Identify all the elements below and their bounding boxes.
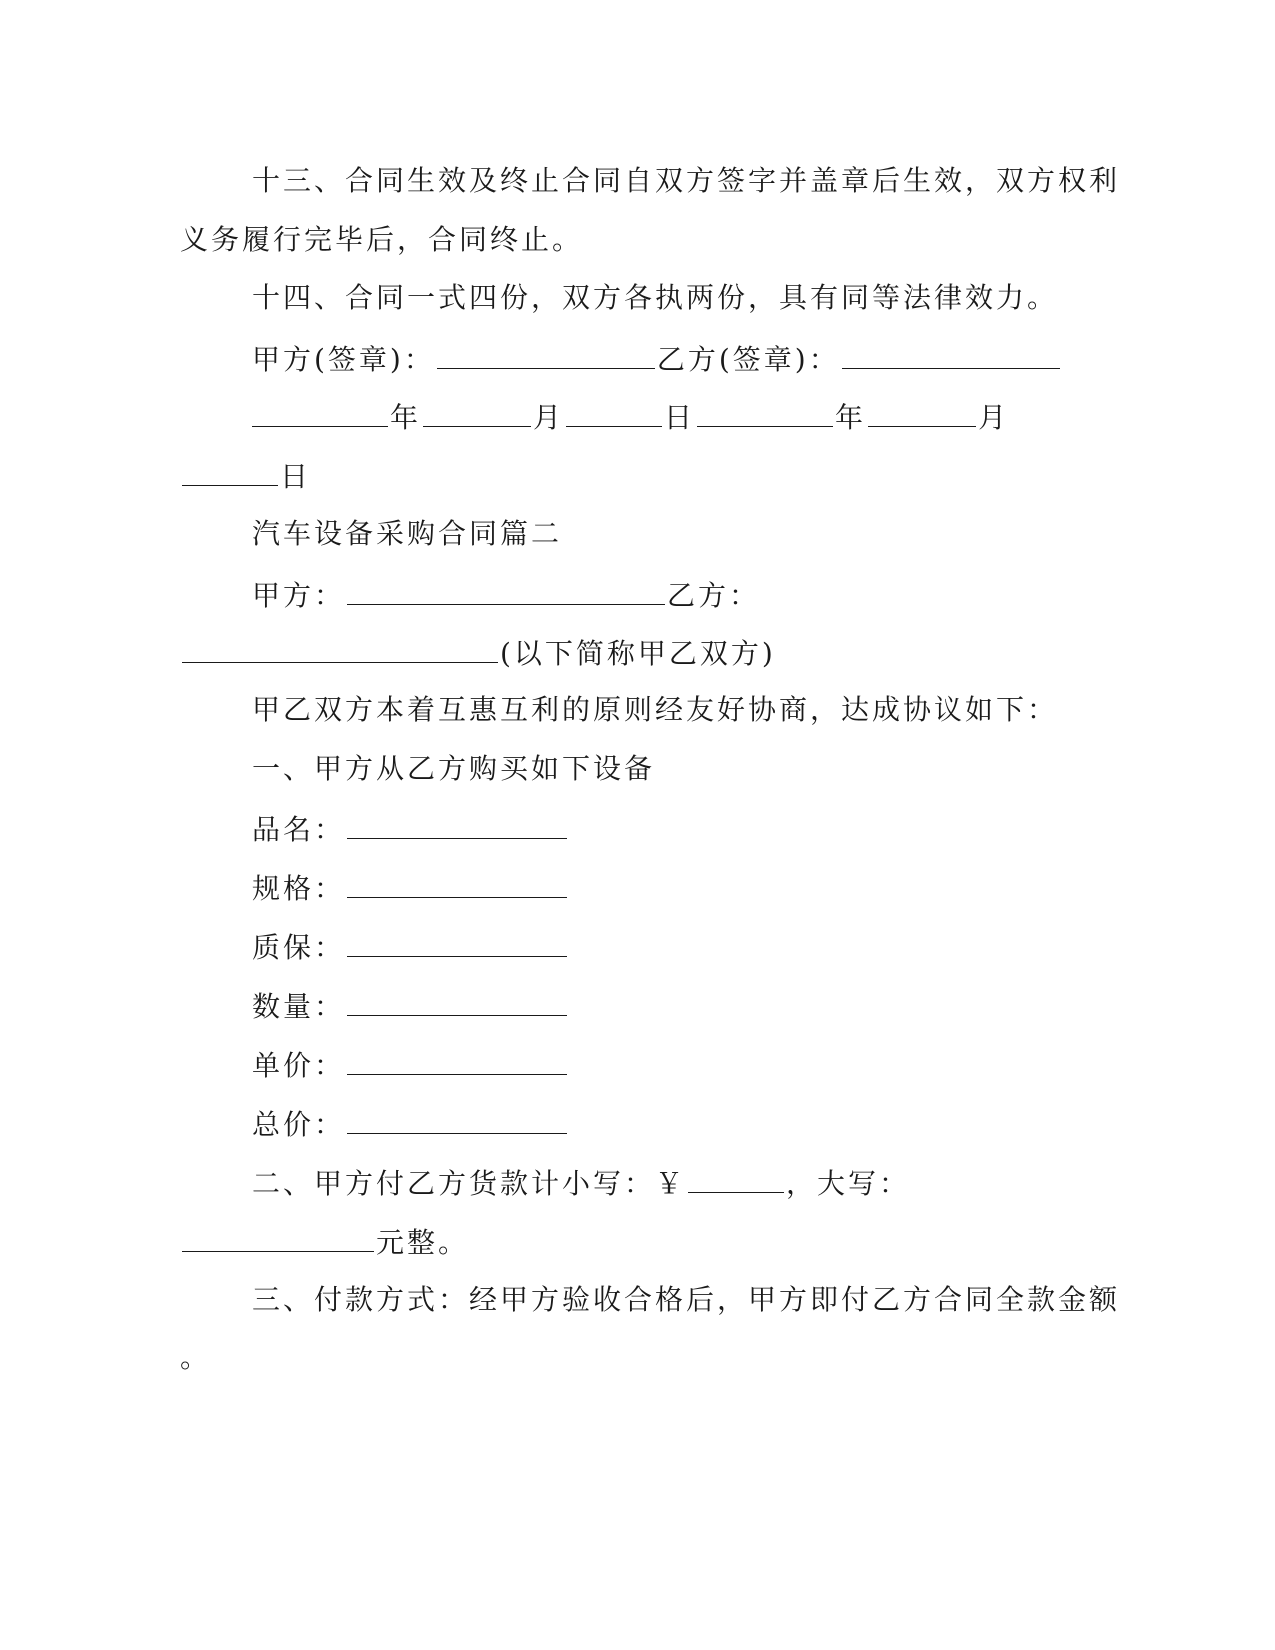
year-blank-2[interactable] [697,396,833,427]
month-label-2: 月 [978,401,1010,434]
clause-3-text-1: 三、付款方式：经甲方验收合格后，甲方即付乙方合同全款金额 [252,1283,1121,1316]
clause-3-line-2 [180,1338,211,1378]
day-blank-2[interactable] [182,455,278,486]
day-blank-1[interactable] [566,396,662,427]
agreement-intro-text: 甲乙双方本着互惠互利的原则经友好协商，达成协议如下： [252,693,1059,726]
field-warranty [252,926,569,966]
spec-label: 规格： [252,872,346,905]
warranty-label: 质保： [252,931,346,964]
product-name-label: 品名： [252,813,346,846]
amount-figure-blank[interactable] [688,1162,784,1193]
clause-2-text-2: ，大写： [786,1167,911,1200]
year-blank-1[interactable] [252,396,388,427]
clause-14-line [252,278,1058,318]
field-quantity [252,985,569,1025]
clause-2-line-1 [252,1162,910,1202]
quantity-blank[interactable] [347,985,567,1016]
field-spec [252,867,569,907]
clause-13-text-1: 十三、合同生效及终止合同自双方签字并盖章后生效，双方权利 [252,164,1121,197]
party-b-sign-label: 乙方(签章)： [656,343,840,376]
total-price-label: 总价： [252,1108,346,1141]
parties-line-2 [180,632,776,672]
product-name-blank[interactable] [347,808,567,839]
party-a-sign-blank[interactable] [437,338,655,369]
year-label-1: 年 [390,401,422,434]
field-product-name [252,808,569,848]
party-a-label: 甲方： [252,579,346,612]
amount-words-blank[interactable] [182,1221,374,1252]
clause-13-text-2: 义务履行完毕后，合同终止。 [180,223,584,256]
contract-title-text: 汽车设备采购合同篇二 [252,517,563,550]
agreement-intro [252,690,1058,730]
clause-2-text-1: 二、甲方付乙方货款计小写：￥ [252,1167,687,1200]
clause-14-text: 十四、合同一式四份，双方各执两份，具有同等法律效力。 [252,281,1059,314]
unit-price-blank[interactable] [347,1044,567,1075]
quantity-label: 数量： [252,990,346,1023]
month-blank-1[interactable] [423,396,531,427]
clause-2-text-3: 元整。 [376,1226,470,1259]
party-a-blank[interactable] [347,574,665,605]
year-label-2: 年 [835,401,867,434]
party-b-sign-blank[interactable] [842,338,1060,369]
field-total-price [252,1103,569,1143]
clause-13-line-1 [252,161,1120,201]
party-a-sign-label: 甲方(签章)： [252,343,435,376]
day-label-1: 日 [664,401,696,434]
total-price-blank[interactable] [347,1103,567,1134]
party-b-label: 乙方： [667,579,761,612]
contract-title [252,514,562,554]
clause-3-text-2: 。 [180,1341,212,1374]
parties-abbrev-text: (以下简称甲乙双方) [500,637,776,670]
clause-1-line [252,749,655,789]
date-line-2 [180,455,311,495]
warranty-blank[interactable] [347,926,567,957]
signature-line [252,338,1062,378]
clause-3-line-1 [252,1280,1120,1320]
date-line-1 [250,396,1009,436]
clause-2-line-2 [180,1221,469,1261]
clause-13-line-2 [180,220,583,260]
unit-price-label: 单价： [252,1049,346,1082]
day-label-2: 日 [280,460,312,493]
month-label-1: 月 [533,401,565,434]
party-b-blank[interactable] [182,632,498,663]
parties-line [252,574,760,614]
month-blank-2[interactable] [868,396,976,427]
clause-1-text: 一、甲方从乙方购买如下设备 [252,752,656,785]
field-unit-price [252,1044,569,1084]
spec-blank[interactable] [347,867,567,898]
